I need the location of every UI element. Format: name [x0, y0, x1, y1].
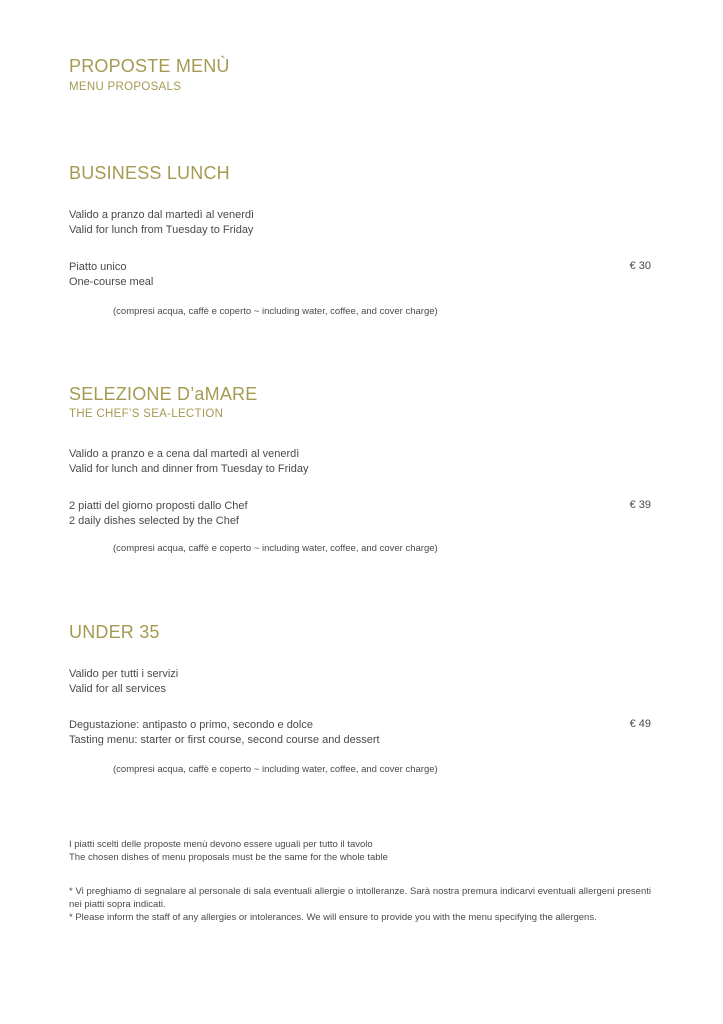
price-business-lunch: € 30	[629, 260, 651, 272]
validity-it: Valido a pranzo e a cena dal martedì al venerdì	[69, 448, 300, 460]
table-rule-it: I piatti scelti delle proposte menù devono essere uguali per tutto il tavolo	[69, 839, 373, 850]
menu-item-en: Tasting menu: starter or first course, second course and dessert	[69, 734, 380, 746]
price-selezione-damare: € 39	[629, 499, 651, 511]
included-note: (compresi acqua, caffè e coperto ~ including water, coffee, and cover charge)	[113, 306, 438, 317]
section-title-business-lunch: BUSINESS LUNCH	[69, 163, 230, 183]
allergy-notice-it: * Vi preghiamo di segnalare al personale di sala eventuali allergie o intolleranze. Sarà nostra premura indicarvi eventuali allergeni presenti nei piatti sopra indicati.	[69, 886, 651, 910]
section-title-selezione-damare: SELEZIONE D’aMARE	[69, 384, 258, 404]
validity-it: Valido per tutti i servizi	[69, 668, 179, 680]
page-subtitle: MENU PROPOSALS	[69, 81, 182, 93]
validity-en: Valid for all services	[69, 683, 166, 695]
included-note: (compresi acqua, caffè e coperto ~ including water, coffee, and cover charge)	[113, 543, 438, 554]
page-title: PROPOSTE MENÙ	[69, 56, 230, 76]
validity-en: Valid for lunch and dinner from Tuesday to Friday	[69, 463, 309, 475]
menu-item-it: Piatto unico	[69, 261, 127, 273]
menu-item-en: One-course meal	[69, 276, 154, 288]
table-rule-en: The chosen dishes of menu proposals must be the same for the whole table	[69, 852, 388, 863]
section-title-under-35: UNDER 35	[69, 622, 160, 642]
price-under-35: € 49	[629, 718, 651, 730]
included-note: (compresi acqua, caffè e coperto ~ including water, coffee, and cover charge)	[113, 764, 438, 775]
menu-item-it: 2 piatti del giorno proposti dallo Chef	[69, 500, 248, 512]
menu-item-it: Degustazione: antipasto o primo, secondo e dolce	[69, 719, 313, 731]
validity-it: Valido a pranzo dal martedì al venerdì	[69, 209, 255, 221]
validity-en: Valid for lunch from Tuesday to Friday	[69, 224, 254, 236]
menu-item-en: 2 daily dishes selected by the Chef	[69, 515, 239, 527]
section-subtitle-sea-lection: THE CHEF’S SEA-LECTION	[69, 408, 224, 420]
allergy-notice-en: * Please inform the staff of any allergies or intolerances. We will ensure to provide you with the menu specifying the allergens.	[69, 912, 597, 923]
